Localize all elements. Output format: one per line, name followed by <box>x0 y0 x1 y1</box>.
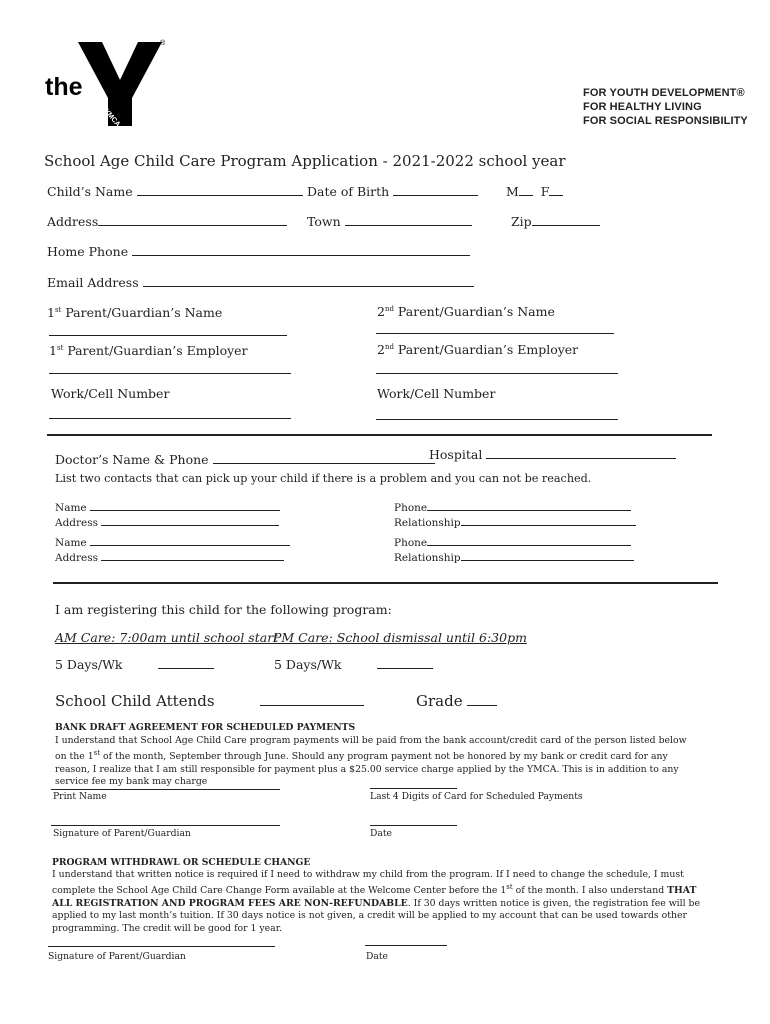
town-field[interactable] <box>307 214 472 229</box>
contact2-address-field[interactable]: Address <box>55 552 284 564</box>
withdraw-signature-line[interactable] <box>48 946 275 947</box>
parent2-name-label: 2nd Parent/Guardian’s Name <box>377 304 555 319</box>
withdraw-date-line[interactable] <box>365 945 447 946</box>
registered-mark: ® <box>160 40 166 47</box>
last4-label: Last 4 Digits of Card for Scheduled Payments <box>370 791 583 802</box>
work-cell-1-label: Work/Cell Number <box>51 386 170 401</box>
bank-signature-label: Signature of Parent/Guardian <box>53 828 191 839</box>
address-label: Address <box>47 214 99 229</box>
home-phone-field[interactable] <box>47 244 470 259</box>
hospital-field[interactable] <box>429 447 676 462</box>
email-field[interactable] <box>47 275 474 290</box>
contact1-relationship-field[interactable]: Relationship <box>394 517 636 529</box>
grade-field[interactable] <box>416 692 497 710</box>
school-field[interactable] <box>55 692 364 710</box>
program-intro: I am registering this child for the following program: <box>55 602 392 617</box>
parent2-name-line[interactable] <box>376 333 614 334</box>
am-days-field[interactable]: 5 Days/Wk <box>55 657 214 672</box>
sex-field[interactable] <box>506 184 563 199</box>
doctor-label: Doctor’s Name & Phone <box>55 452 209 467</box>
home-phone-label: Home Phone <box>47 244 129 259</box>
town-label: Town <box>307 214 341 229</box>
dob-field[interactable] <box>307 184 478 199</box>
taglines <box>583 86 748 128</box>
bank-heading: BANK DRAFT AGREEMENT FOR SCHEDULED PAYMENTS <box>55 722 356 733</box>
bank-signature-line[interactable] <box>51 825 280 826</box>
contacts-note: List two contacts that can pick up your child if there is a problem and you can not be reached. <box>55 472 592 485</box>
bank-date-label: Date <box>370 828 392 839</box>
work-cell-2-line[interactable] <box>376 419 618 420</box>
parent1-employer-label: 1st Parent/Guardian’s Employer <box>49 343 248 358</box>
email-label: Email Address <box>47 275 139 290</box>
work-cell-1-line[interactable] <box>49 418 291 419</box>
tagline-3: FOR SOCIAL RESPONSIBILITY <box>583 115 748 127</box>
child-name-field[interactable] <box>47 184 303 199</box>
f-label: F <box>540 184 550 199</box>
section-divider-1 <box>47 434 712 436</box>
child-name-label: Child’s Name <box>47 184 133 199</box>
ymca-mark-label: YMCA <box>102 108 122 129</box>
zip-field[interactable] <box>511 214 600 229</box>
print-name-label: Print Name <box>53 791 107 802</box>
contact1-phone-field[interactable]: Phone <box>394 502 631 514</box>
dob-label: Date of Birth <box>307 184 390 199</box>
withdraw-paragraph: I understand that written notice is required if I need to withdraw my child from the program. If I need to change the schedule, I must complete the School Age Child Care Change Form available at the Welcome Center before the 1st of the month. I also understand THAT ALL REGISTRATION AND PROGRAM FEES ARE NON-REFUNDABLE. If 30 days written notice is given, the registration fee will be applied to my last month’s tuition. If 30 days notice is not given, a credit will be applied to my account that can be used towards other programming. The credit will be good for 1 year. <box>52 869 700 934</box>
parent1-employer-line[interactable] <box>49 373 291 374</box>
doctor-field[interactable] <box>55 452 435 467</box>
withdraw-signature-label: Signature of Parent/Guardian <box>48 951 186 962</box>
print-name-line[interactable] <box>51 789 280 790</box>
am-care-option[interactable]: AM Care: 7:00am until school start <box>55 630 279 645</box>
y-mark-icon <box>76 40 168 128</box>
page-title: School Age Child Care Program Application - 2021-2022 school year <box>44 152 566 170</box>
parent1-name-line[interactable] <box>49 335 287 336</box>
contact1-name-field[interactable]: Name <box>55 502 280 514</box>
m-label: M <box>506 184 519 199</box>
withdraw-heading: PROGRAM WITHDRAWL OR SCHEDULE CHANGE <box>52 857 311 868</box>
logo-word: the <box>45 73 83 101</box>
contact2-relationship-field[interactable]: Relationship <box>394 552 634 564</box>
hospital-label: Hospital <box>429 447 483 462</box>
contact2-phone-field[interactable]: Phone <box>394 537 631 549</box>
withdraw-date-label: Date <box>366 951 388 962</box>
zip-label: Zip <box>511 214 532 229</box>
parent1-name-label: 1st Parent/Guardian’s Name <box>47 305 223 320</box>
address-field[interactable] <box>47 214 287 229</box>
parent2-employer-line[interactable] <box>376 373 618 374</box>
school-label: School Child Attends <box>55 692 215 710</box>
contact1-address-field[interactable]: Address <box>55 517 279 529</box>
parent2-employer-label: 2nd Parent/Guardian’s Employer <box>377 342 579 357</box>
tagline-1: FOR YOUTH DEVELOPMENT® <box>583 87 745 99</box>
section-divider-2 <box>53 582 718 584</box>
bank-paragraph: I understand that School Age Child Care program payments will be paid from the bank account/credit card of the person listed below on the 1st of the month, September through June. Should any program payment not be honored by my bank or credit card for any reason, I realize that I am still responsible for payment plus a $25.00 service charge applied by the YMCA. This is in addition to any service fee my bank may charge <box>55 735 687 788</box>
grade-label: Grade <box>416 692 463 710</box>
work-cell-2-label: Work/Cell Number <box>377 386 496 401</box>
contact2-name-field[interactable]: Name <box>55 537 290 549</box>
pm-days-field[interactable]: 5 Days/Wk <box>274 657 433 672</box>
bank-date-line[interactable] <box>370 825 457 826</box>
pm-care-option[interactable]: PM Care: School dismissal until 6:30pm <box>273 630 527 645</box>
tagline-2: FOR HEALTHY LIVING <box>583 101 702 113</box>
last4-line[interactable] <box>370 788 457 789</box>
